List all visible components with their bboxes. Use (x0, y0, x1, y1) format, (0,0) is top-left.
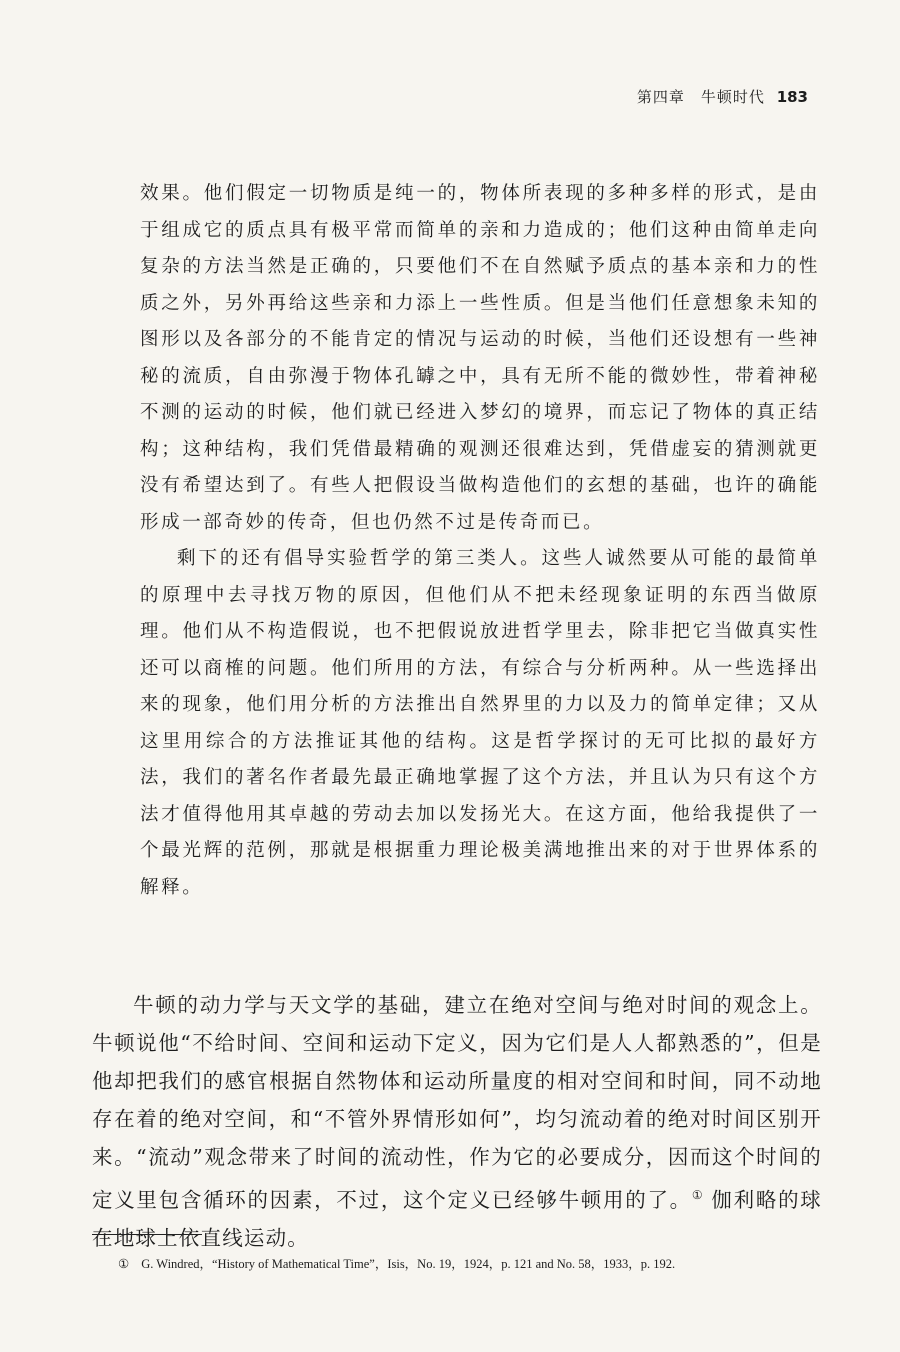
body-paragraph-tail: 伽利略的球在地球上依直线运动。 (92, 1188, 822, 1250)
footnote-divider (92, 1234, 202, 1235)
quote-paragraph: 剩下的还有倡导实验哲学的第三类人。这些人诚然要从可能的最简单的原理中去寻找万物的原因，但他们从不把未经现象证明的东西当做原理。他们从不构造假说，也不把假说放进哲学里去，除非把它当做真实性还可以商榷的问题。他们所用的方法，有综合与分析两种。从一些选择出来的现象，他们用分析的方法推出自然界里的力以及力的简单定律；又从这里用综合的方法推证其他的结构。这是哲学探讨的无可比拟的最好方法，我们的著名作者最先最正确地掌握了这个方法，并且认为只有这个方法才值得他用其卓越的劳动去加以发扬光大。在这方面，他给我提供了一个最光辉的范例，那就是根据重力理论极美满地推出来的对于世界体系的解释。 (140, 548, 820, 898)
quote-paragraph: 效果。他们假定一切物质是纯一的，物体所表现的多种多样的形式，是由于组成它的质点具有极平常而简单的亲和力造成的；他们这种由简单走向复杂的方法当然是正确的，只要他们不在自然赋予质点的基本亲和力的性质之外，另外再给这些亲和力添上一些性质。但是当他们任意想象未知的图形以及各部分的不能肯定的情况与运动的时候，当他们还设想有一些神秘的流质，自由弥漫于物体孔罅之中，具有无所不能的微妙性，带着神秘不测的运动的时候，他们就已经进入梦幻的境界，而忘记了物体的真正结构；这种结构，我们凭借最精确的观测还很难达到，凭借虚妄的猜测就更没有希望达到了。有些人把假设当做构造他们的玄想的基础，也许的确能形成一部奇妙的传奇，但也仍然不过是传奇而已。 (140, 183, 820, 533)
block-quote (140, 176, 820, 906)
footnote-text: G. Windred，“History of Mathematical Time”，Isis，No. 19，1924，p. 121 and No. 58，1933，p. 192. (141, 1257, 676, 1271)
footnote-reference[interactable]: ① (691, 1188, 704, 1202)
footnote-mark: ① (118, 1257, 130, 1271)
chapter-title: 第四章 牛顿时代 (636, 88, 765, 106)
body-paragraph (92, 986, 822, 1257)
page-number: 183 (776, 88, 808, 106)
body-paragraph-text: 牛顿的动力学与天文学的基础，建立在绝对空间与绝对时间的观念上。牛顿说他“不给时间、空间和运动下定义，因为它们是人人都熟悉的”，但是他却把我们的感官根据自然物体和运动所量度的相对空间和时间，同不动地存在着的绝对空间，和“不管外界情形如何”，均匀流动着的绝对时间区别开来。“流动”观念带来了时间的流动性，作为它的必要成分，因而这个时间的定义里包含循环的因素，不过，这个定义已经够牛顿用的了。 (92, 993, 822, 1212)
footnote (118, 1254, 838, 1274)
running-header (637, 86, 808, 107)
body-text (92, 986, 822, 1257)
